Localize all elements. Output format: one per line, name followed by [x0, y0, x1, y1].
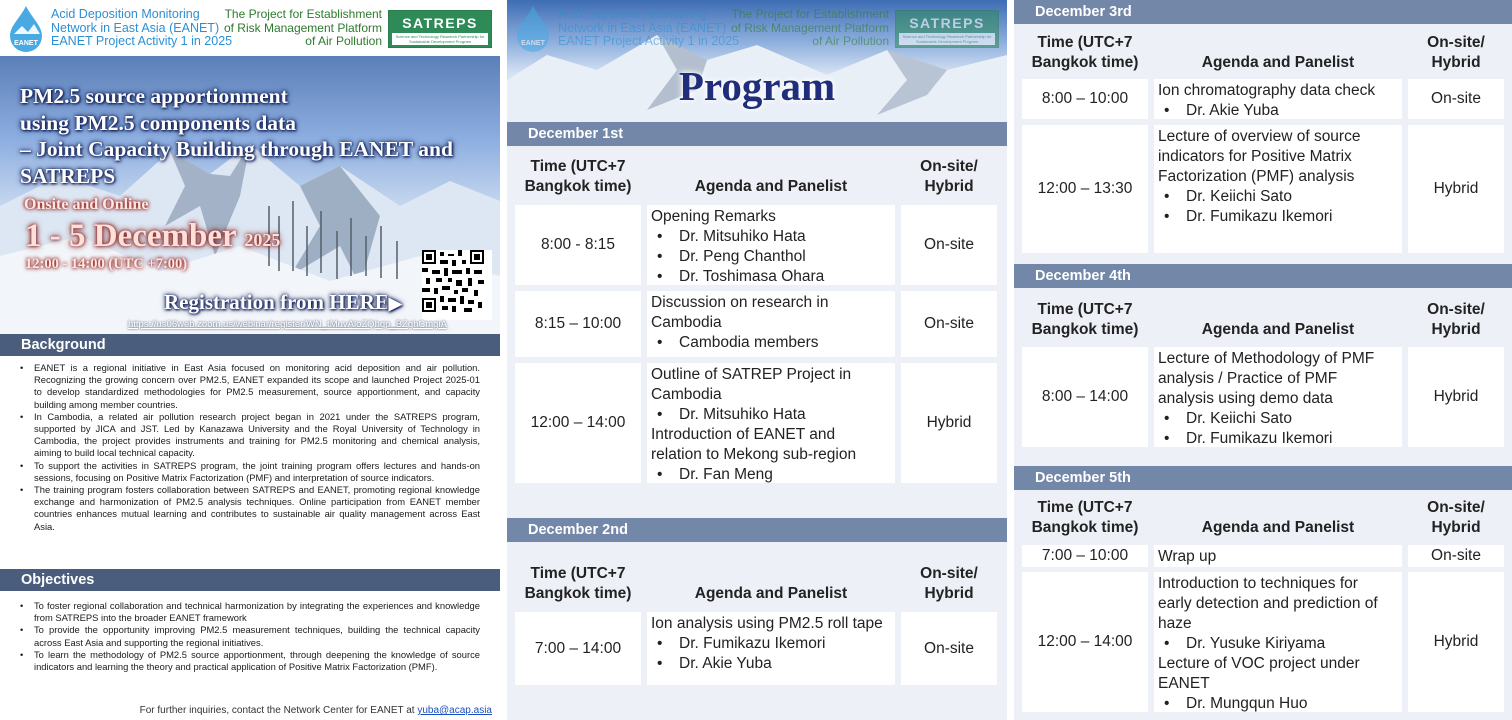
panelist-name: • Dr. Mitsuhiko Hata — [651, 405, 891, 425]
org-line: EANET Project Activity 1 in 2025 — [51, 34, 233, 48]
column-header-agenda: Agenda and Panelist — [1201, 519, 1355, 536]
session-time: 7:00 – 10:00 — [1022, 545, 1148, 567]
agenda-item: Opening Remarks — [651, 208, 776, 225]
flyer-panel — [0, 0, 500, 720]
list-item: • To provide the opportunity improving PM2.5 measurement techniques, building the technical capacity across East Asia and supporting the regional initiatives. — [20, 624, 480, 648]
hero-banner — [0, 56, 500, 334]
column-header-line: Time (UTC+7 — [1037, 301, 1133, 318]
session-time: 7:00 – 14:00 — [515, 612, 641, 685]
event-mode: Onsite and Online — [24, 196, 149, 213]
satreps-line: The Project for Establishment — [224, 7, 382, 21]
faded-header — [507, 0, 1007, 56]
agenda-item: haze — [1158, 615, 1192, 632]
session-agenda — [647, 291, 895, 357]
column-header-line: Bangkok time) — [1031, 321, 1139, 338]
session-agenda — [1154, 545, 1402, 567]
agenda-item: Cambodia — [651, 314, 722, 331]
panelist-name: • Dr. Akie Yuba — [1158, 101, 1398, 121]
program-panel-1 — [507, 0, 1007, 720]
column-header-mode — [901, 564, 997, 604]
panelist-name: • Dr. Yusuke Kiriyama — [1158, 634, 1398, 654]
list-item: • The training program fosters collaboration between SATREPS and EANET, promoting regional knowledge exchange and harmonization of PM2.5 analysis techniques. Online participation from EANET member countries enhances mutual learning and contributes to sustainable air quality management across East Asia. — [20, 484, 480, 533]
agenda-item: Lecture of overview of source — [1158, 128, 1361, 145]
org-line: Network in East Asia (EANET) — [558, 20, 727, 35]
agenda-item: analysis using demo data — [1158, 390, 1333, 407]
session-time: 8:00 - 8:15 — [515, 205, 641, 285]
agenda-item: Introduction to techniques for — [1158, 575, 1358, 592]
session-mode: On-site — [901, 205, 997, 285]
panelist-name: • Dr. Fumikazu Ikemori — [1158, 429, 1398, 449]
session-time: 8:15 – 10:00 — [515, 291, 641, 357]
qr-code[interactable] — [422, 250, 492, 320]
panelist-name: • Dr. Keiichi Sato — [1158, 187, 1398, 207]
panelist-name: • Dr. Peng Chanthol — [651, 247, 891, 267]
list-item: • To learn the methodology of PM2.5 source apportionment, through deepening the knowledge of source indicators and learning the theory and practical application of Positive Matrix Factorization (PMF). — [20, 649, 480, 673]
org-line: Network in East Asia (EANET) — [51, 20, 220, 35]
column-header-line: On-site/ — [1427, 301, 1485, 318]
contact-text: For further inquiries, contact the Network Center for EANET at — [139, 705, 418, 716]
agenda-item: Lecture of Methodology of PMF — [1158, 350, 1375, 367]
event-title-line: PM2.5 source apportionment — [20, 84, 288, 108]
list-item: • EANET is a regional initiative in East Asia focused on monitoring acid deposition and air pollution. Recognizing the growing concern over PM2.5, EANET expanded its scope and launched Project 2025-01 to develop standardized methodologies for PM2.5 measurement, source apportionment, and capacity building among member countries. — [20, 362, 480, 411]
column-header-line: On-site/ — [920, 158, 978, 175]
eanet-logo-text: EANET — [521, 40, 545, 47]
column-header-line: Bangkok time) — [524, 585, 632, 602]
column-header-line: Bangkok time) — [1031, 519, 1139, 536]
session-agenda — [647, 612, 895, 685]
list-item: • To foster regional collaboration and technical harmonization by integrating the experiences and knowledge from SATREPS into the broader EANET framework — [20, 600, 480, 624]
contact-footer — [140, 705, 492, 716]
column-header-agenda: Agenda and Panelist — [694, 178, 848, 195]
day-header: December 3rd — [1014, 0, 1512, 24]
agenda-item: Factorization (PMF) analysis — [1158, 168, 1355, 185]
qr-code-icon[interactable] — [422, 250, 484, 312]
session-time: 8:00 – 10:00 — [1022, 79, 1148, 119]
satreps-line: of Air Pollution — [305, 34, 382, 48]
session-agenda — [1154, 572, 1402, 712]
event-year: 2025 — [244, 230, 281, 250]
session-mode: Hybrid — [901, 363, 997, 483]
flyer-header — [0, 0, 500, 56]
arrow-right-icon[interactable]: ▶ — [388, 294, 402, 313]
session-mode: On-site — [1408, 79, 1504, 119]
satreps-logo — [895, 10, 999, 48]
session-mode: Hybrid — [1408, 125, 1504, 253]
day-header: December 5th — [1014, 466, 1512, 490]
objectives-heading: Objectives — [0, 569, 500, 591]
session-agenda — [647, 205, 895, 285]
session-mode: On-site — [901, 291, 997, 357]
panelist-name: • Dr. Fan Meng — [651, 465, 891, 485]
event-title-line: – Joint Capacity Building through EANET and — [20, 137, 453, 161]
agenda-item: Ion analysis using PM2.5 roll tape — [651, 615, 883, 632]
satreps-line: of Air Pollution — [812, 34, 889, 48]
agenda-item: Discussion on research in — [651, 294, 829, 311]
background-list — [20, 362, 480, 533]
agenda-item: Outline of SATREP Project in — [651, 366, 852, 383]
column-header-line: On-site/ — [1427, 499, 1485, 516]
session-agenda — [1154, 79, 1402, 119]
agenda-item: early detection and prediction of — [1158, 595, 1378, 612]
panelist-name: • Dr. Mitsuhiko Hata — [651, 227, 891, 247]
background-heading: Background — [0, 334, 500, 356]
column-header-line: On-site/ — [920, 565, 978, 582]
session-agenda — [647, 363, 895, 483]
event-title — [20, 83, 490, 189]
column-header-line: Time (UTC+7 — [1037, 499, 1133, 516]
column-header-line: Hybrid — [1431, 519, 1481, 536]
list-item: • To support the activities in SATREPS program, the joint training program offers lectures and hands-on sessions, focusing on Positive Matrix Factorization (PMF) and interpretation of source indicators. — [20, 460, 480, 484]
column-header-agenda: Agenda and Panelist — [694, 585, 848, 602]
org-line: Acid Deposition Monitoring — [558, 7, 707, 21]
panelist-name: • Dr. Keiichi Sato — [1158, 409, 1398, 429]
column-header-agenda: Agenda and Panelist — [1201, 54, 1355, 71]
column-header-line: Hybrid — [1431, 54, 1481, 71]
agenda-item: EANET — [1158, 675, 1210, 692]
satreps-line: of Risk Management Platform — [223, 20, 382, 35]
program-header — [507, 0, 1007, 122]
day-header: December 1st — [507, 122, 1007, 146]
column-header-time — [1022, 498, 1148, 538]
panelist-name: • Dr. Akie Yuba — [651, 654, 891, 674]
column-header-line: On-site/ — [1427, 34, 1485, 51]
agenda-item: analysis / Practice of PMF — [1158, 370, 1338, 387]
satreps-logo-subtitle: Science and Technology Research Partnership for Sustainable Development Program — [392, 33, 488, 45]
column-header-time — [1022, 300, 1148, 340]
session-time: 12:00 – 14:00 — [515, 363, 641, 483]
satreps-logo-subtitle: Science and Technology Research Partnership for Sustainable Development Program — [899, 33, 995, 45]
panelist-name: • Dr. Fumikazu Ikemori — [651, 634, 891, 654]
agenda-item: Ion chromatography data check — [1158, 82, 1376, 99]
column-header-agenda: Agenda and Panelist — [1201, 321, 1355, 338]
satreps-logo-text: SATREPS — [909, 15, 985, 31]
session-time: 12:00 – 14:00 — [1022, 572, 1148, 712]
panelist-name: • Dr. Fumikazu Ikemori — [1158, 207, 1398, 227]
column-header-mode — [1408, 498, 1504, 538]
org-name — [51, 8, 232, 49]
column-header-mode — [1408, 33, 1504, 73]
session-time: 8:00 – 14:00 — [1022, 347, 1148, 447]
panelist-name: • Cambodia members — [651, 333, 891, 353]
org-line: Acid Deposition Monitoring — [51, 7, 200, 21]
program-title: Program — [678, 63, 836, 109]
agenda-item: Introduction of EANET and — [651, 426, 836, 443]
registration-url[interactable]: https://us06web.zoom.us/webinar/register/WN_tMuvAloZQhqp_BZghCmgiA — [128, 319, 447, 330]
column-header-mode — [901, 157, 997, 197]
satreps-project-name — [224, 8, 382, 49]
session-mode: Hybrid — [1408, 347, 1504, 447]
session-mode: On-site — [901, 612, 997, 685]
session-mode: Hybrid — [1408, 572, 1504, 712]
registration-label[interactable]: Registration from HERE — [164, 290, 389, 314]
session-time: 12:00 – 13:30 — [1022, 125, 1148, 253]
column-header-line: Time (UTC+7 — [530, 565, 626, 582]
eanet-logo-text: EANET — [14, 40, 38, 47]
panelist-name: • Dr. Mungqun Huo — [1158, 694, 1398, 714]
org-name — [558, 8, 739, 49]
org-line: EANET Project Activity 1 in 2025 — [558, 34, 740, 48]
eanet-logo — [513, 4, 553, 54]
registration-link[interactable] — [164, 290, 402, 315]
satreps-line: The Project for Establishment — [731, 7, 889, 21]
column-header-line: Bangkok time) — [1031, 54, 1139, 71]
column-header-time — [1022, 33, 1148, 73]
column-header-line: Hybrid — [1431, 321, 1481, 338]
column-header-time — [515, 564, 641, 604]
eanet-logo — [6, 4, 46, 54]
panelist-name: • Dr. Toshimasa Ohara — [651, 267, 891, 287]
event-title-line: SATREPS — [20, 163, 116, 188]
agenda-item: relation to Mekong sub-region — [651, 446, 857, 463]
agenda-item: indicators for Positive Matrix — [1158, 148, 1352, 165]
satreps-line: of Risk Management Platform — [730, 20, 889, 35]
satreps-logo — [388, 10, 492, 48]
objectives-list — [20, 600, 480, 673]
day-header: December 4th — [1014, 264, 1512, 288]
list-item: • In Cambodia, a related air pollution research project began in 2021 under the SATREPS program, supported by JICA and JST. Led by Kanazawa University and the Royal University of Technology in Cambodia, the project provides instruments and training for PM2.5 monitoring and chemical analysis, aiming to build local technical capacity. — [20, 411, 480, 460]
column-header-line: Time (UTC+7 — [1037, 34, 1133, 51]
agenda-item: Wrap up — [1158, 548, 1217, 565]
day-header: December 2nd — [507, 518, 1007, 542]
column-header-line: Hybrid — [924, 178, 974, 195]
column-header-line: Bangkok time) — [524, 178, 632, 195]
contact-email-link[interactable]: yuba@acap.asia — [417, 705, 492, 716]
session-mode: On-site — [1408, 545, 1504, 567]
session-agenda — [1154, 347, 1402, 447]
event-title-line: using PM2.5 components data — [20, 110, 296, 135]
agenda-item: Lecture of VOC project under — [1158, 655, 1360, 672]
column-header-line: Time (UTC+7 — [530, 158, 626, 175]
event-time: 12:00 - 14:00 (UTC +7:00) — [25, 256, 188, 272]
agenda-item: Cambodia — [651, 386, 722, 403]
program-panel-2 — [1014, 0, 1512, 720]
column-header-mode — [1408, 300, 1504, 340]
event-dates — [25, 218, 280, 255]
satreps-logo-text: SATREPS — [402, 15, 478, 31]
event-dates-main: 1 - 5 December — [25, 218, 237, 254]
column-header-line: Hybrid — [924, 585, 974, 602]
session-agenda — [1154, 125, 1402, 253]
column-header-time — [515, 157, 641, 197]
satreps-project-name — [731, 8, 889, 49]
